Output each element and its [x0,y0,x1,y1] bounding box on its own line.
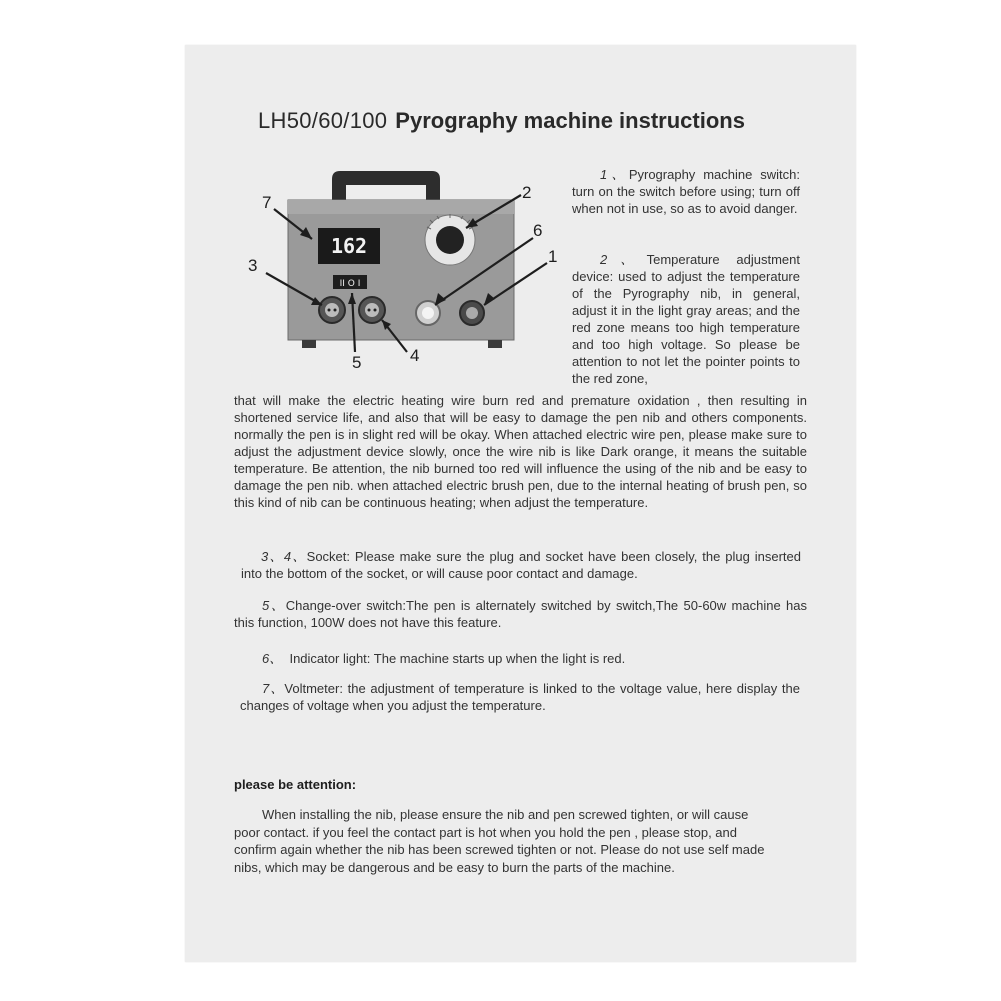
svg-text:5: 5 [352,353,362,372]
item-3-4-paragraph: 3、4、Socket: Please make sure the plug and socket have been closely, the plug inserted into the bottom of the socket, or will cause poor contact and damage. [241,549,801,581]
item-2-paragraph: 2、Temperature adjustment device: used to adjust the temperature of the Pyrography nib, in general, adjust it in the light gray areas; and the red zone means too high temperature and too high voltage. So please be attention to not let the pointer points to the red zone, [572,252,800,386]
svg-text:2: 2 [522,183,532,202]
svg-text:1: 1 [548,247,558,266]
title-text: Pyrography machine instructions [395,108,745,133]
page-title [258,108,818,134]
item-2-continuation: that will make the electric heating wire burn red and premature oxidation , then resulting in shortened service life, and also that will be easy to damage the pen nib and others components. normally the pen is in slight red will be okay. When attached electric wire pen, please make sure to adjust the adjustment device slowly, once the wire nib is like Dark orange, it means the suitable temperature. Be attention, the nib burned too red will influence the using of the nib and be easy to damage the pen nib. when attached electric brush pen, due to the internal heating of brush pen, so this kind of nib can be continuous heating; when adjust the temperature. [234,393,807,510]
attention-paragraph: When installing the nib, please ensure the nib and pen screwed tighten, or will cause poor contact. if you feel the contact part is hot when you hold the pen , please stop, and confirm again whether the nib has been screwed tighten or not. Please do not use self made nibs, which may be dangerous and be easy to burn the parts of the machine. [234,807,765,875]
display-value: 162 [330,234,368,258]
item-6-paragraph: 6、 Indicator light: The machine starts up when the light is red. [262,651,626,666]
model-number: LH50/60/100 [258,108,388,133]
svg-text:II O I: II O I [339,279,361,289]
item-1-paragraph: 1、Pyrography machine switch: turn on the switch before using; turn off when not in use, so as to avoid danger. [572,167,800,216]
attention-heading: please be attention: [234,777,357,792]
svg-text:6: 6 [533,221,543,240]
machine-diagram [240,165,570,375]
svg-text:3: 3 [248,256,258,275]
item-5-paragraph: 5、Change-over switch:The pen is alternately switched by switch,The 50-60w machine has this function, 100W does not have this feature. [234,598,808,630]
svg-text:7: 7 [262,193,272,212]
item-7-paragraph: 7、Voltmeter: the adjustment of temperature is linked to the voltage value, here display the changes of voltage when you adjust the temperature. [240,681,800,713]
handle-icon [332,171,440,202]
svg-text:4: 4 [410,346,420,365]
